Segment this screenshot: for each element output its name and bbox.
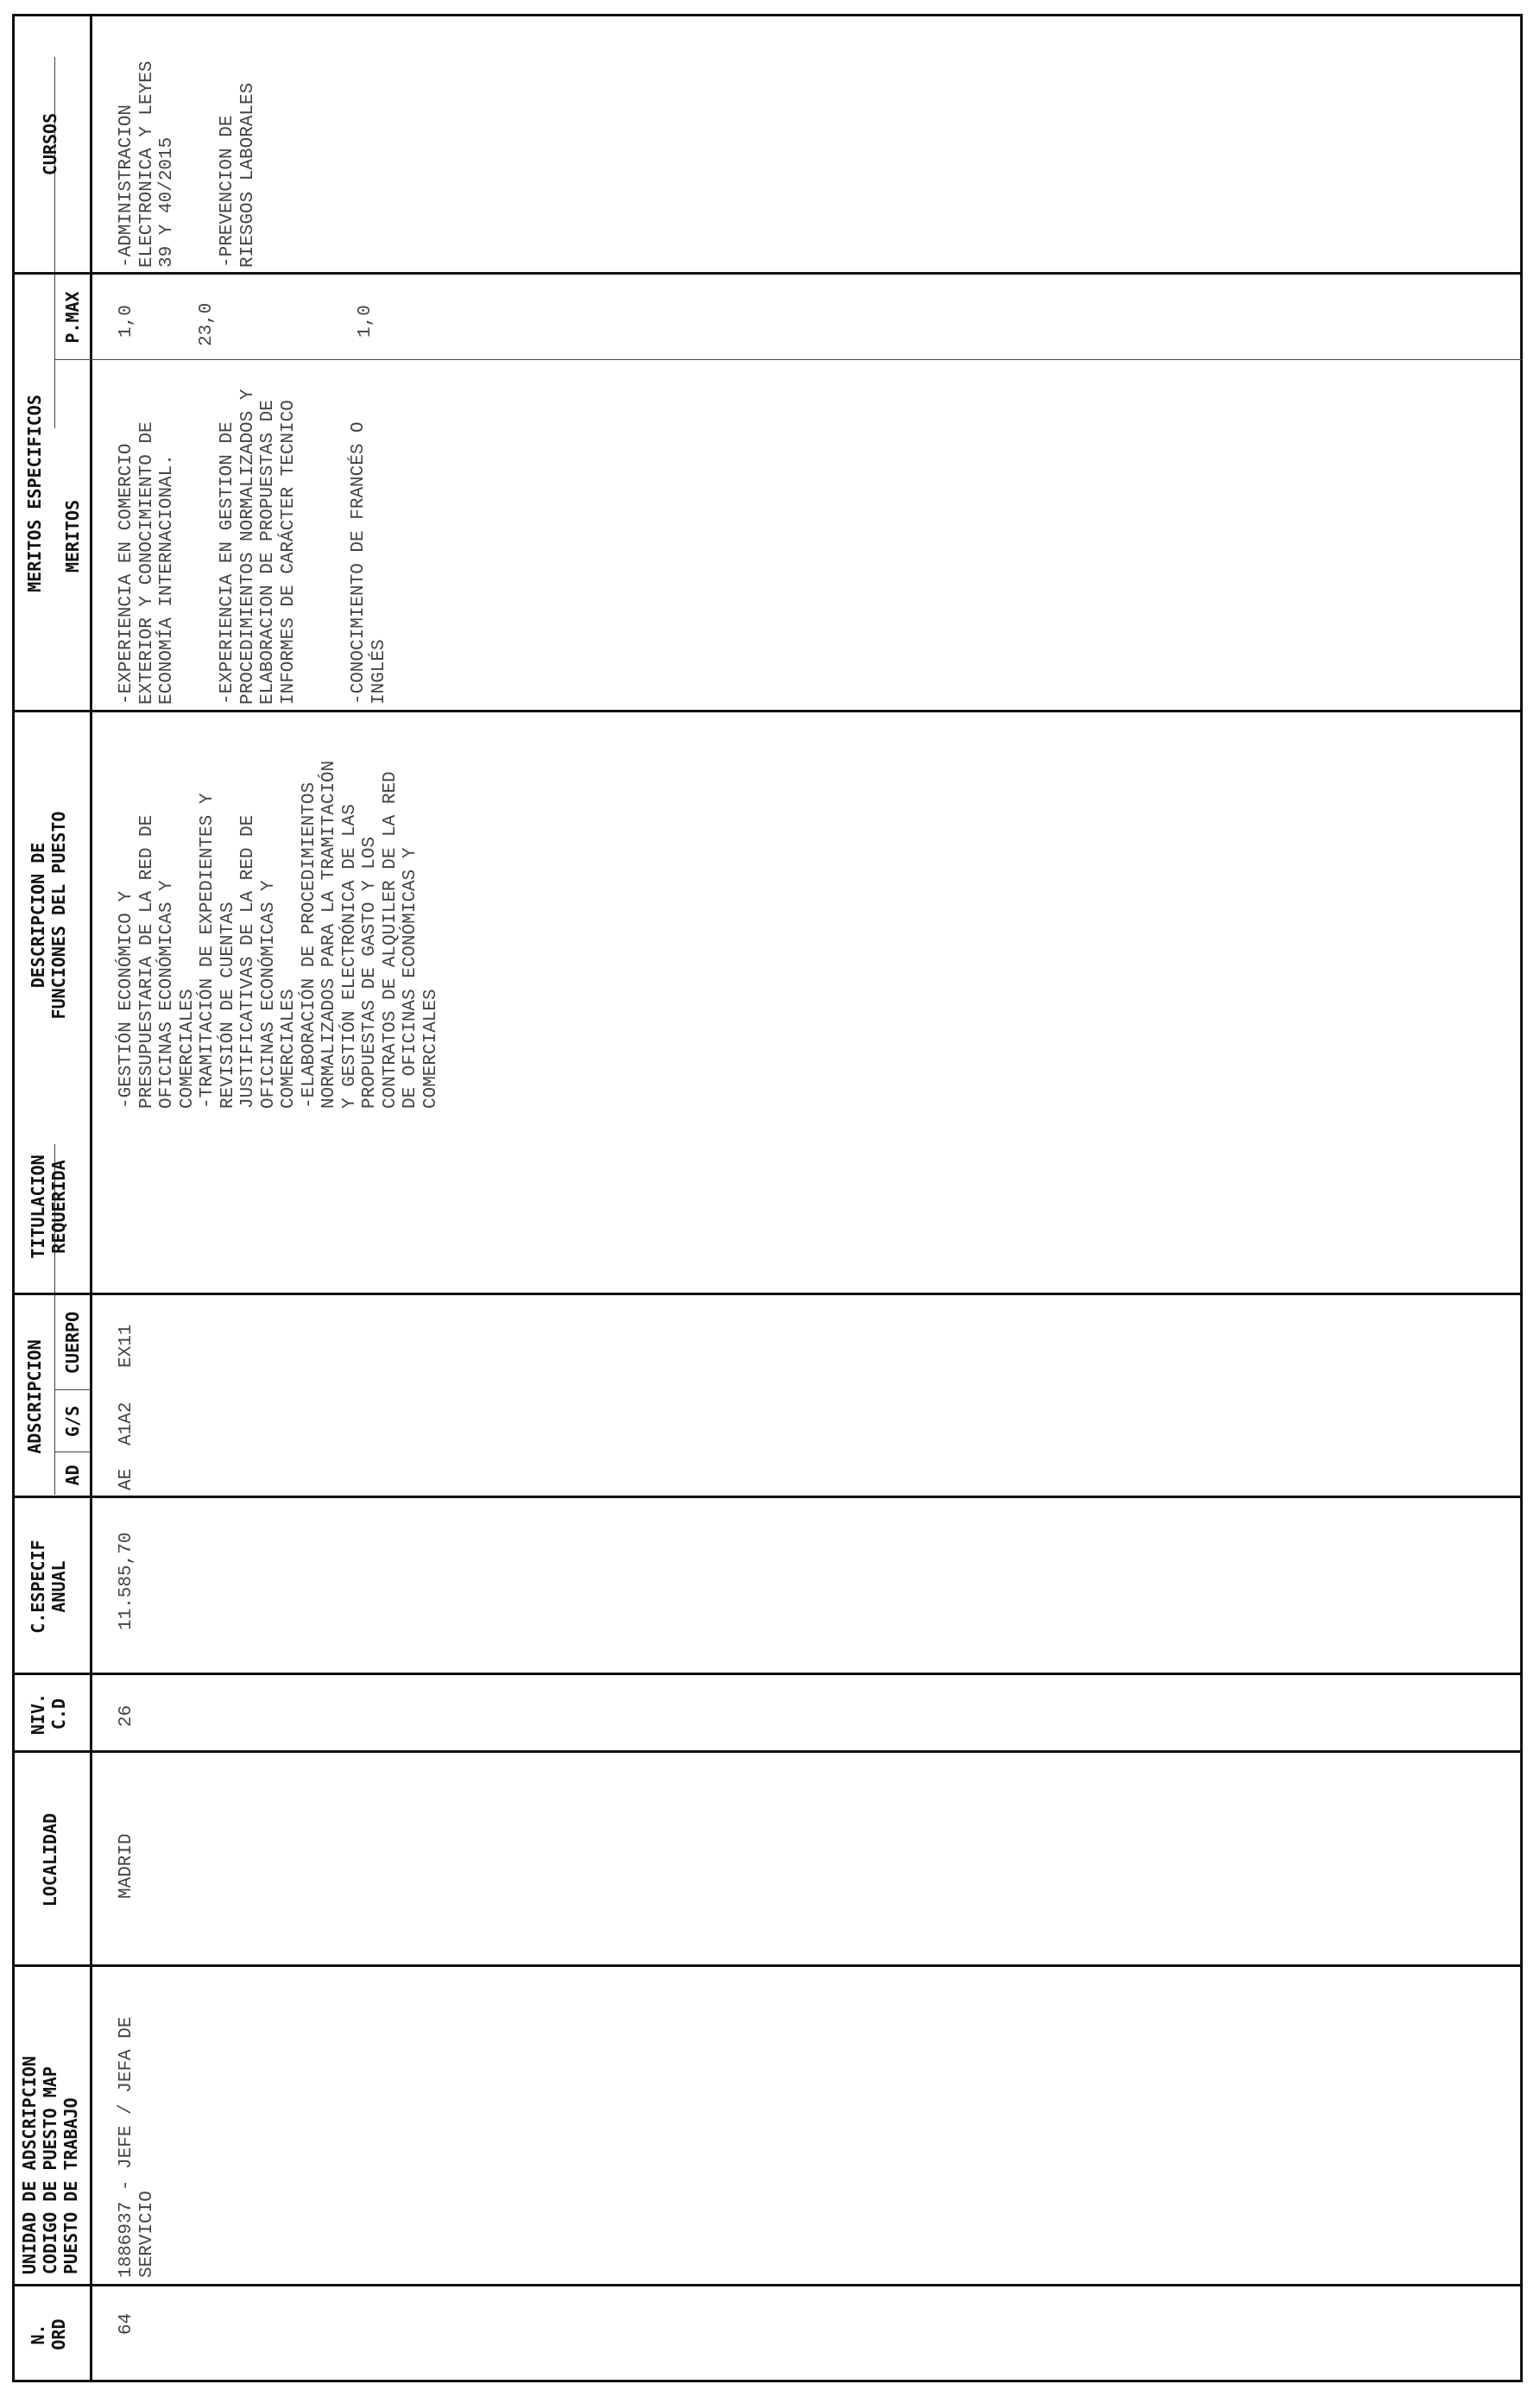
header-titulacion: TITULACION REQUERIDA bbox=[28, 1154, 69, 1259]
cell-pmax-1: 1,0 bbox=[117, 305, 136, 338]
col-divider bbox=[12, 2284, 1523, 2286]
header-cursos: CURSOS bbox=[40, 112, 60, 176]
cell-merito-1: -EXPERIENCIA EN COMERCIO EXTERIOR Y CONOCIMIENTO DE ECONOMÍA INTERNACIONAL. bbox=[117, 421, 177, 705]
cell-pmax-2: 23,0 bbox=[197, 302, 217, 346]
cell-niv: 26 bbox=[117, 1704, 136, 1727]
col-divider bbox=[12, 1750, 1523, 1753]
cell-descripcion: -GESTIÓN ECONÓMICO Y PRESUPUESTARIA DE LA RED DE OFICINAS ECONÓMICAS Y COMERCIALES -TRAMITACIÓN DE EXPEDIENTES Y REVISIÓN DE CUENTAS JUSTIFICATIVAS DE LA RED DE OFICINAS ECONÓMICAS Y COMERCIALES -ELABORACIÓN DE PROCEDIMIENTOS NORMALIZADOS PARA LA TRAMITACIÓN Y GESTIÓN ELECTRÓNICA DE LAS PROPUESTAS DE GASTO Y LOS CONTRATOS DE ALQUILER DE LA RED DE OFICINAS ECONÓMICAS Y COMERCIALES bbox=[117, 760, 441, 1109]
header-separator bbox=[90, 14, 92, 2382]
header-descripcion: DESCRIPCION DE FUNCIONES DEL PUESTO bbox=[28, 811, 69, 1020]
cell-curso-1: -ADMINISTRACION ELECTRONICA Y LEYES 39 Y 40/2015 bbox=[117, 60, 177, 268]
header-n-ord: N. ORD bbox=[28, 2318, 69, 2350]
header-meritos: MERITOS bbox=[62, 499, 83, 573]
col-divider bbox=[12, 1293, 1523, 1295]
header-c-especif: C.ESPECIF ANUAL bbox=[28, 1540, 69, 1634]
cell-curso-2: -PREVENCION DE RIESGOS LABORALES bbox=[218, 82, 258, 268]
cell-gs: A1A2 bbox=[117, 1401, 136, 1445]
header-niv: NIV. C.D bbox=[28, 1692, 69, 1736]
header-unidad: UNIDAD DE ADSCRIPCION CODIGO DE PUESTO MAP PUESTO DE TRABAJO bbox=[19, 2056, 81, 2274]
col-divider bbox=[12, 1496, 1523, 1498]
header-p-max: P.MAX bbox=[62, 291, 83, 344]
header-localidad: LOCALIDAD bbox=[40, 1812, 60, 1907]
header-gs: G/S bbox=[62, 1405, 83, 1438]
cell-pmax-3: 1,0 bbox=[356, 305, 376, 338]
header-ad: AD bbox=[62, 1464, 83, 1486]
header-adscripcion: ADSCRIPCION bbox=[24, 1339, 45, 1454]
col-divider bbox=[12, 1673, 1523, 1675]
cell-localidad: MADRID bbox=[117, 1833, 136, 1899]
cell-n-ord: 64 bbox=[117, 2312, 136, 2335]
cell-cuerpo: EX11 bbox=[117, 1324, 136, 1368]
cell-puesto: 1886937 - JEFE / JEFA DE SERVICIO bbox=[117, 2016, 157, 2278]
cell-c-especif: 11.585,70 bbox=[117, 1532, 136, 1630]
col-divider bbox=[12, 1964, 1523, 1967]
header-meritos-especificos: MERITOS ESPECIFICOS bbox=[24, 395, 45, 592]
cell-merito-3: -CONOCIMIENTO DE FRANCÉS O INGLÉS bbox=[349, 421, 389, 705]
cell-merito-2: -EXPERIENCIA EN GESTION DE PROCEDIMIENTOS NORMALIZADOS Y ELABORACION DE PROPUESTAS DE INFORMES DE CARÁCTER TECNICO bbox=[218, 389, 299, 705]
cell-ad: AE bbox=[117, 1468, 136, 1490]
header-cuerpo: CUERPO bbox=[62, 1311, 83, 1375]
col-divider bbox=[12, 272, 1523, 275]
